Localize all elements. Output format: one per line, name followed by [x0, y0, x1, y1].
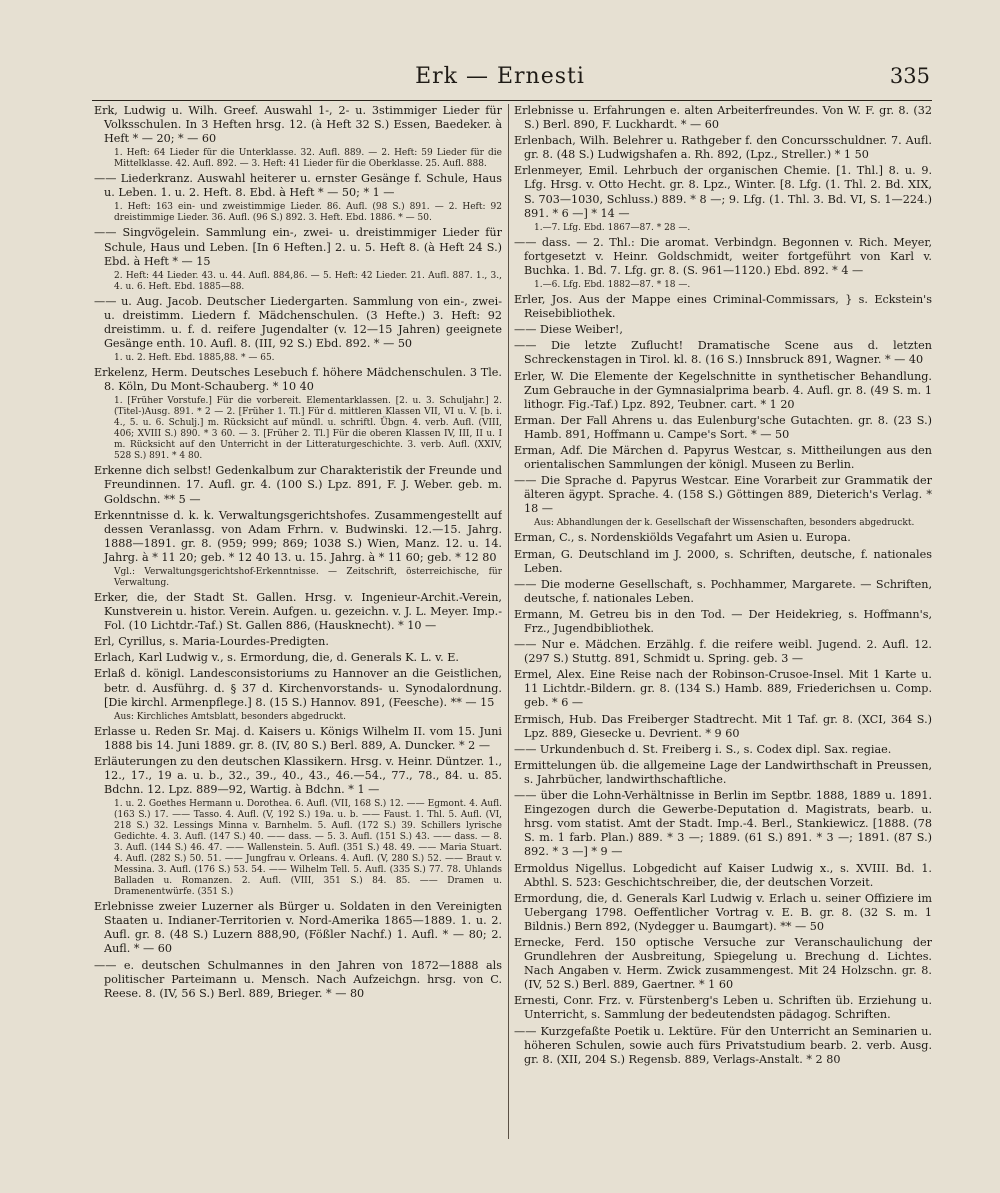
catalog-entry: —— u. Aug. Jacob. Deutscher Liedergarten. Sammlung von ein-, zwei- u. dreistimm. Liedern f. Mädchenschulen. (3 Hefte.) 3. Heft: 92 dreistimm. u. f. d. reifere Jugendalter (v. 12—15 Jahren) geeignete Gesänge enth. 10. Aufl. 8. (III, 92 S.) Ebd. 892. * — 50 — [94, 294, 502, 351]
catalog-entry: Erman, G. Deutschland im J. 2000, s. Schriften, deutsche, f. nationales Leben. — [514, 547, 932, 575]
catalog-entry: Erkenne dich selbst! Gedenkalbum zur Charakteristik der Freunde und Freundinnen. 17. Aufl. gr. 4. (100 S.) Lpz. 891, F. J. Weber. geb. m. Goldschn. ** 5 — — [94, 464, 502, 506]
catalog-entry: Erler, W. Die Elemente der Kegelschnitte in synthetischer Behandlung. Zum Gebrauche in der Gymnasialprima bearb. 4. Aufl. gr. 8. (49 S. m. 1 lithogr. Fig.-Taf.) Lpz. 892, Teubner. cart. * 1 20 — [514, 369, 932, 411]
catalog-entry: Ermisch, Hub. Das Freiberger Stadtrecht. Mit 1 Taf. gr. 8. (XCI, 364 S.) Lpz. 889, Giesecke u. Devrient. * 9 60 — [514, 712, 932, 740]
catalog-entry: Erkelenz, Herm. Deutsches Lesebuch f. höhere Mädchenschulen. 3 Tle. 8. Köln, Du Mont-Schauberg. * 10 40 — [94, 366, 502, 394]
catalog-entry: —— über die Lohn-Verhältnisse in Berlin im Septbr. 1888, 1889 u. 1891. Eingezogen durch die Gewerbe-Deputation d. Magistrats, bearb. u. hrsg. vom statist. Amt der Stadt. Imp.-4. Berl., Stankiewicz. [1888. (78 S. m. 1 farb. Plan.) 889. * 3 —; 1889. (61 S.) 891. * 3 —; 1891. (87 S.) 892. * 3 —] * 9 — — [514, 789, 932, 859]
catalog-entry: —— Liederkranz. Auswahl heiterer u. ernster Gesänge f. Schule, Haus u. Leben. 1. u. 2. Heft. 8. Ebd. à Heft * — 50; * 1 — — [94, 172, 502, 200]
catalog-entry: Erman, C., s. Nordenskiölds Vegafahrt um Asien u. Europa. — [514, 531, 851, 545]
catalog-entry: Erk, Ludwig u. Wilh. Greef. Auswahl 1-, 2- u. 3stimmiger Lieder für Volksschulen. In 3 Heften hrsg. 12. (à Heft 32 S.) Essen, Baedeker. à Heft * — 20; * — 60 — [94, 104, 502, 146]
entry-note: 1. Heft: 64 Lieder für die Unterklasse. 32. Aufl. 889. — 2. Heft: 59 Lieder für die Mittelklasse. 42. Aufl. 892. — 3. Heft: 41 Lieder für die Oberklasse. 25. Aufl. 888. — [114, 148, 502, 170]
page-header — [0, 62, 1000, 98]
entry-note: Vgl.: Verwaltungsgerichtshof-Erkenntnisse. — Zeitschrift, österreichische, für Verwaltung. — [114, 566, 502, 588]
catalog-entry: Erlenbach, Wilh. Belehrer u. Rathgeber f. den Concursschuldner. 7. Aufl. gr. 8. (48 S.) Ludwigshafen a. Rh. 892, (Lpz., Streller.) * 1 50 — [514, 134, 932, 162]
catalog-entry: Erl, Cyrillus, s. Maria-Lourdes-Predigten. — [94, 635, 329, 649]
catalog-entry: Erler, Jos. Aus der Mappe eines Criminal-Commissars, } s. Eckstein's Reisebibliothek. — [514, 293, 932, 321]
catalog-entry: Erlebnisse zweier Luzerner als Bürger u. Soldaten in den Vereinigten Staaten u. Indianer-Territorien v. Nord-Amerika 1865—1889. 1. u. 2. Aufl. gr. 8. (48 S.) Luzern 888,90, (Fößler Nachf.) 1. Aufl. * — 80; 2. Aufl. * — 60 — [94, 900, 502, 956]
entry-note: Aus: Abhandlungen der k. Gesellschaft der Wissenschaften, besonders abgedruckt. — [534, 518, 915, 529]
catalog-entry: —— Diese Weiber!, — [514, 323, 623, 337]
catalog-entry: Erlebnisse u. Erfahrungen e. alten Arbeiterfreundes. Von W. F. gr. 8. (32 S.) Berl. 890, F. Luckhardt. * — 60 — [514, 104, 932, 132]
catalog-entry: Erlasse u. Reden Sr. Maj. d. Kaisers u. Königs Wilhelm II. vom 15. Juni 1888 bis 14. Juni 1889. gr. 8. (IV, 80 S.) Berl. 889, A. Duncker. * 2 — — [94, 724, 502, 752]
running-title: Erk — Ernesti — [415, 64, 585, 89]
entry-note: 1.—7. Lfg. Ebd. 1867—87. * 28 —. — [534, 222, 691, 233]
catalog-entry: Ernecke, Ferd. 150 optische Versuche zur Veranschaulichung der Grundlehren der Ausbreitung, Spiegelung u. Brechung d. Lichtes. Nach Angaben v. Herm. Zwick zusammengest. Mit 24 Holzschn. gr. 8. (IV, 52 S.) Berl. 889, Gaertner. * 1 60 — [514, 935, 932, 992]
entry-note: 1. u. 2. Goethes Hermann u. Dorothea. 6. Aufl. (VII, 168 S.) 12. —— Egmont. 4. Aufl. (163 S.) 17. —— Tasso. 4. Aufl. (V, 192 S.) 19a. u. b. —— Faust. 1. Thl. 5. Aufl. (VI, 218 S.) 32. Lessings Minna v. Barnhelm. 5. Aufl. (172 S.) 39. Schillers lyrische Gedichte. 4. 3. Aufl. (147 S.) 40. —— dass. — 5. 3. Aufl. (151 S.) 43. —— dass. — 8. 3. Aufl. (144 S.) 46. 47. —— Wallenstein. 5. Aufl. (351 S.) 48. 49. —— Maria Stuart. 4. Aufl. (282 S.) 50. 51. —— Jungfrau v. Orleans. 4. Aufl. (V, 280 S.) 52. —— Braut v. Messina. 3. Aufl. (176 S.) 53. 54. —— Wilhelm Tell. 5. Aufl. (335 S.) 77. 78. Uhlands Balladen u. Romanzen. 2. Aufl. (VIII, 351 S.) 84. 85. —— Dramen u. Dramenentwürfe. (351 S.) — [114, 799, 502, 898]
catalog-entry: Ermordung, die, d. Generals Karl Ludwig v. Erlach u. seiner Offiziere im Uebergang 1798. Oeffentlicher Vortrag v. E. B. gr. 8. (32 S. m. 1 Bildnis.) Bern 892, (Nydegger u. Baumgart). ** — 50 — [514, 891, 932, 933]
catalog-entry: —— Die Sprache d. Papyrus Westcar. Eine Vorarbeit zur Grammatik der älteren ägypt. Sprache. 4. (158 S.) Göttingen 889, Dieterich's Verlag. * 18 — — [514, 474, 932, 516]
catalog-entry: Ermel, Alex. Eine Reise nach der Robinson-Crusoe-Insel. Mit 1 Karte u. 11 Lichtdr.-Bildern. gr. 8. (134 S.) Hamb. 889, Friederichsen u. Comp. geb. * 6 — — [514, 668, 932, 710]
catalog-entry: —— Die letzte Zuflucht! Dramatische Scene aus d. letzten Schreckenstagen in Tirol. kl. 8. (16 S.) Innsbruck 891, Wagner. * — 40 — [514, 339, 932, 367]
entry-note: 1. u. 2. Heft. Ebd. 1885,88. * — 65. — [114, 353, 275, 364]
catalog-entry: —— Die moderne Gesellschaft, s. Pochhammer, Margarete. — Schriften, deutsche, f. nationales Leben. — [514, 577, 932, 605]
catalog-entry: Ermoldus Nigellus. Lobgedicht auf Kaiser Ludwig x., s. XVIII. Bd. 1. Abthl. S. 523: Geschichtschreiber, die, der deutschen Vorzeit. — [514, 861, 932, 889]
entry-note: 1.—6. Lfg. Ebd. 1882—87. * 18 —. — [534, 280, 691, 291]
catalog-entry: Ermittelungen üb. die allgemeine Lage der Landwirthschaft in Preussen, s. Jahrbücher, landwirthschaftliche. — [514, 758, 932, 786]
catalog-entry: Erlenmeyer, Emil. Lehrbuch der organischen Chemie. [1. Thl.] 8. u. 9. Lfg. Hrsg. v. Otto Hecht. gr. 8. Lpz., Winter. [8. Lfg. (1. Thl. 2. Bd. XIX, S. 703—1030, Schluss.) 889. * 8 —; 9. Lfg. (1. Thl. 3. Bd. VI, S. 1—224.) 891. * 6 —] * 14 — — [514, 164, 932, 220]
catalog-entry: Erlach, Karl Ludwig v., s. Ermordung, die, d. Generals K. L. v. E. — [94, 651, 459, 665]
catalog-entry: Erman, Adf. Die Märchen d. Papyrus Westcar, s. Mittheilungen aus den orientalischen Sammlungen der königl. Museen zu Berlin. — [514, 443, 932, 472]
catalog-entry: —— dass. — 2. Thl.: Die aromat. Verbindgn. Begonnen v. Rich. Meyer, fortgesetzt v. Heinr. Goldschmidt, weiter fortgeführt von Karl v. Buchka. 1. Bd. 7. Lfg. gr. 8. (S. 961—1120.) Ebd. 892. * 4 — — [514, 235, 932, 277]
right-column — [514, 104, 932, 1144]
left-column — [94, 104, 502, 1144]
header-rule — [92, 100, 932, 101]
entry-note: Aus: Kirchliches Amtsblatt, besonders abgedruckt. — [114, 711, 347, 722]
entry-note: 1. [Früher Vorstufe.] Für die vorbereit. Elementarklassen. [2. u. 3. Schuljahr.] 2. (Titel-)Ausg. 891. * 2 — 2. [Früher 1. Tl.] Für d. mittleren Klassen VII, VI u. V. [b. i. 4., 5. u. 6. Schulj.] m. Rücksicht auf mündl. u. schriftl. Übgn. 4. verb. Aufl. (VIII, 406; XVIII S.) 890. * 3 60. — 3. [Früher 2. Tl.] Für die oberen Klassen IV, III, II u. I m. Rücksicht auf den Unterricht in der Litteraturgeschichte. 3. verb. Aufl. (XXIV, 528 S.) 891. * 4 80. — [114, 396, 502, 462]
catalog-entry: Erlaß d. königl. Landesconsistoriums zu Hannover an die Geistlichen, betr. d. Ausführg. d. § 37 d. Kirchenvorstands- u. Synodalordnung. [Die kirchl. Armenpflege.] 8. (15 S.) Hannov. 891, (Feesche). ** — 15 — [94, 667, 502, 709]
catalog-entry: Erman. Der Fall Ahrens u. das Eulenburg'sche Gutachten. gr. 8. (23 S.) Hamb. 891, Hoffmann u. Campe's Sort. * — 50 — [514, 413, 932, 441]
catalog-entry: Ermann, M. Getreu bis in den Tod. — Der Heidekrieg, s. Hoffmann's, Frz., Jugendbibliothek. — [514, 607, 932, 635]
page-number: 335 — [889, 64, 930, 88]
column-divider — [508, 104, 509, 1139]
catalog-entry: —— Urkundenbuch d. St. Freiberg i. S., s. Codex dipl. Sax. regiae. — [514, 742, 892, 756]
catalog-entry: Erkenntnisse d. k. k. Verwaltungsgerichtshofes. Zusammengestellt auf dessen Veranlassg. von Adam Frhrn. v. Budwinski. 12.—15. Jahrg. 1888—1891. gr. 8. (959; 999; 869; 1038 S.) Wien, Manz. 12. u. 14. Jahrg. à * 11 20; geb. * 12 40 13. u. 15. Jahrg. à * 11 60; geb. * 12 80 — [94, 508, 502, 564]
catalog-entry: Ernesti, Conr. Frz. v. Fürstenberg's Leben u. Schriften üb. Erziehung u. Unterricht, s. Sammlung der bedeutendsten pädagog. Schriften. — [514, 994, 932, 1022]
catalog-entry: Erläuterungen zu den deutschen Klassikern. Hrsg. v. Heinr. Düntzer. 1., 12., 17., 19 a. u. b., 32., 39., 40., 43., 46.—54., 77., 78., 84. u. 85. Bdchn. 12. Lpz. 889—92, Wartig. à Bdchn. * 1 — — [94, 754, 502, 797]
catalog-entry: —— Nur e. Mädchen. Erzählg. f. die reifere weibl. Jugend. 2. Aufl. 12. (297 S.) Stuttg. 891, Schmidt u. Spring. geb. 3 — — [514, 638, 932, 666]
entry-note: 2. Heft: 44 Lieder. 43. u. 44. Aufl. 884,86. — 5. Heft: 42 Lieder. 21. Aufl. 887. 1., 3., 4. u. 6. Heft. Ebd. 1885—88. — [114, 270, 502, 292]
catalog-entry: —— Kurzgefaßte Poetik u. Lektüre. Für den Unterricht an Seminarien u. höheren Schulen, sowie auch fürs Privatstudium bearb. 2. verb. Ausg. gr. 8. (XII, 204 S.) Regensb. 889, Verlags-Anstalt. * 2 80 — [514, 1024, 932, 1066]
catalog-entry: —— e. deutschen Schulmannes in den Jahren von 1872—1888 als politischer Parteimann u. Mensch. Nach Aufzeichgn. hrsg. von C. Reese. 8. (IV, 56 S.) Berl. 889, Brieger. * — 80 — [94, 958, 502, 1000]
catalog-entry: Erker, die, der Stadt St. Gallen. Hrsg. v. Ingenieur-Archit.-Verein, Kunstverein u. histor. Verein. Aufgen. u. gezeichn. v. J. L. Meyer. Imp.-Fol. (10 Lichtdr.-Taf.) St. Gallen 886, (Hausknecht). * 10 — — [94, 590, 502, 633]
entry-note: 1. Heft: 163 ein- und zweistimmige Lieder. 86. Aufl. (98 S.) 891. — 2. Heft: 92 dreistimmige Lieder. 36. Aufl. (96 S.) 892. 3. Heft. Ebd. 1886. * — 50. — [114, 202, 502, 224]
catalog-entry: —— Singvögelein. Sammlung ein-, zwei- u. dreistimmiger Lieder für Schule, Haus und Leben. [In 6 Heften.] 2. u. 5. Heft 8. (à Heft 24 S.) Ebd. à Heft * — 15 — [94, 226, 502, 268]
